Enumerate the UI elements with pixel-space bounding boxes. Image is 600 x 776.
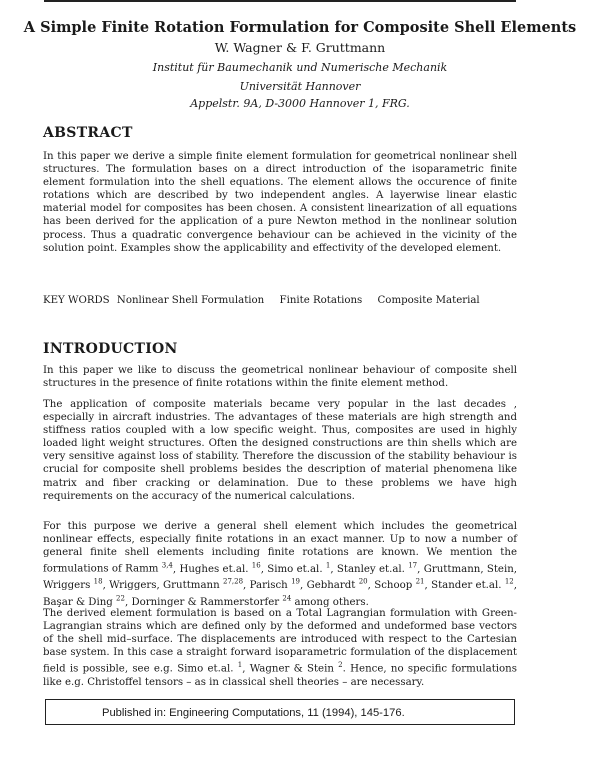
citation-superscript: 27,28 <box>223 577 244 586</box>
reference-separator: , <box>367 580 375 592</box>
citation-superscript: 20 <box>358 577 368 586</box>
paper-title: A Simple Finite Rotation Formulation for Composite Shell Elements <box>23 19 577 36</box>
introduction-heading: INTRODUCTION <box>43 341 178 357</box>
citation-superscript: 1 <box>325 561 331 570</box>
intro-paragraph-4-text: . Hence, no specific formulations like e.g. Christoffel tensors – as in classical shell theories – are necessary. <box>43 663 517 688</box>
citation-superscript: 2 <box>338 661 343 670</box>
reference-name: Hughes et.al. <box>179 563 252 575</box>
reference-separator: , <box>299 580 307 592</box>
reference-separator: , <box>260 563 268 575</box>
reference-separator: , <box>124 596 132 608</box>
reference-name: Başar & Ding <box>43 596 117 608</box>
top-rule <box>44 0 516 2</box>
citation-superscript: 24 <box>282 594 292 603</box>
reference-name: Gruttmann, Stein, Wriggers <box>43 563 518 592</box>
affiliation-university: Universität Hannover <box>239 80 361 93</box>
publication-note-box <box>45 699 515 725</box>
reference-name: Stander et.al. <box>431 580 505 592</box>
citation-superscript: 16 <box>251 561 261 570</box>
abstract-heading: ABSTRACT <box>43 125 133 141</box>
citation-superscript: 1 <box>237 661 243 670</box>
intro-paragraph-4-text: , Wagner & Stein <box>242 663 334 675</box>
publication-note: Published in: Engineering Computations, 11 (1994), 145-176. <box>102 707 405 719</box>
citation-superscript: 18 <box>93 577 103 586</box>
reference-separator: , <box>330 563 337 575</box>
authors: W. Wagner & F. Gruttmann <box>214 40 386 55</box>
citation-superscript: 21 <box>415 577 425 586</box>
citation-superscript: 3,4 <box>161 561 173 570</box>
intro-paragraph-4-text: The derived element formulation is based on a Total Lagrangian formulation with Green-Lagrangian strains which are defined only by the deformed and undeformed base vectors of the shell mid–surface. The displacements are introduced with respect to the Cartesian base system. In this case a straight forward isoparametric formulation of the displacement field is possible, see e.g. Simo et.al. <box>43 608 517 675</box>
keywords-label: KEY WORDS <box>43 295 110 306</box>
reference-separator: , <box>513 580 517 592</box>
citation-superscript: 22 <box>116 594 125 603</box>
abstract-text: In this paper we derive a simple finite element formulation for geometrical nonlinear shell structures. The formulation bases on a direct introduction of the isoparametric finite element formulation into the shell equations. The element allows the occurence of finite rotations which are described by two independent angles. A layerwise linear elastic material model for composites has been chosen. A consistent linearization of all equations has been derived for the application of a pure Newton method in the nonlinear solution process. Thus a quadratic convergence behaviour can be achieved in the vicinity of the solution point. Examples show the applicability and effectivity of the developed element. <box>43 151 517 254</box>
keyword-item: Nonlinear Shell Formulation <box>116 295 265 306</box>
citation-superscript: 12 <box>504 577 514 586</box>
intro-paragraph-2: The application of composite materials became very popular in the last decades , especially in aircraft industries. The advantages of these materials are high strength and stiffness ratios coupled with a low specific weight. Thus, composites are used in highly loaded light weight structures. Often the designed constructions are thin shells which are very sensitive against loss of stability. Therefore the discussion of the stability behaviour is crucial for composite shell problems besides the description of material phenomena like matrix and fiber cracking or delamination. Due to these problems we have high requirements on the accuracy of the numerical calculations. <box>43 399 517 502</box>
reference-separator: , <box>243 580 250 592</box>
affiliation-address: Appelstr. 9A, D-3000 Hannover 1, FRG. <box>190 97 410 110</box>
reference-name: Stanley et.al. <box>336 563 409 575</box>
citation-superscript: 17 <box>408 561 418 570</box>
reference-name: Dorninger & Rammerstorfer <box>131 596 283 608</box>
intro-paragraph-4 <box>43 607 517 689</box>
reference-name: Schoop <box>374 580 416 592</box>
keywords-line <box>43 295 492 306</box>
reference-separator: , <box>172 563 180 575</box>
intro-paragraph-3 <box>43 520 517 609</box>
reference-separator: , <box>102 580 110 592</box>
affiliation-institute: Institut für Baumechanik und Numerische Mechanik <box>152 61 448 74</box>
intro-paragraph-3-text: For this purpose we derive a general shell element which includes the geometrical nonlinear effects, especially finite rotations in an exact manner. Up to now a number of general finite shell elements including finite rotations are known. We mention the formulations of Ramm <box>43 521 517 575</box>
reference-name: Gebhardt <box>306 580 359 592</box>
reference-separator: , <box>424 580 432 592</box>
reference-separator: , <box>417 563 424 575</box>
reference-name: Wriggers, Gruttmann <box>109 580 223 592</box>
keyword-item: Finite Rotations <box>279 295 363 306</box>
keyword-item: Composite Material <box>377 295 480 306</box>
citation-superscript: 19 <box>291 577 300 586</box>
reference-separator: among others. <box>291 596 369 608</box>
intro-paragraph-1: In this paper we like to discuss the geometrical nonlinear behaviour of composite shell structures in the presence of finite rotations within the finite element method. <box>43 365 517 390</box>
reference-name: Parisch <box>249 580 292 592</box>
reference-name: Simo et.al. <box>267 563 326 575</box>
